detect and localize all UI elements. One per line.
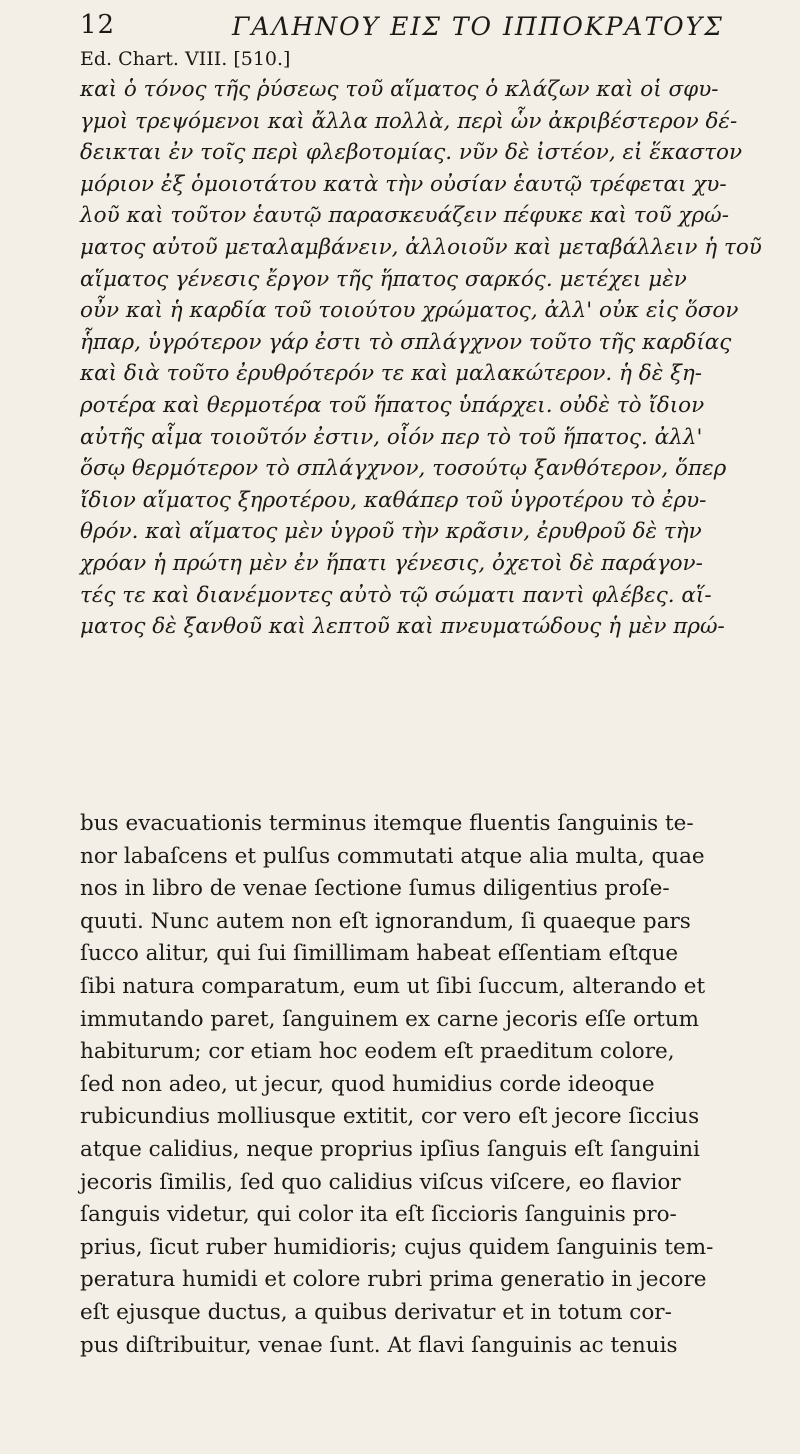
greek-line: τές τε καὶ διανέμοντες αὐτὸ τῷ σώματι παντὶ φλέβες. αἵ- — [80, 582, 712, 608]
greek-line: χρόαν ἡ πρώτη μὲν ἐν ἥπατι γένεσις, ὀχετοὶ δὲ παράγον- — [80, 550, 703, 576]
latin-line: atque calidius, neque proprius ipſius ſanguis eſt ſanguini — [80, 1136, 700, 1162]
page-header — [80, 8, 780, 52]
latin-line: ſucco alitur, qui ſui ſimillimam habeat eſſentiam eſtque — [80, 941, 679, 967]
latin-line: ſibi natura comparatum, eum ut ſibi ſuccum, alterando et — [80, 973, 706, 999]
latin-text-block — [80, 808, 770, 1362]
latin-line: pus diſtribuitur, venae ſunt. At flavi ſanguinis ac tenuis — [80, 1332, 678, 1358]
greek-line: ἴδιον αἵματος ξηροτέρου, καθάπερ τοῦ ὑγροτέρου τὸ ἐρυ- — [80, 487, 707, 513]
greek-line: ματος αὐτοῦ μεταλαμβάνειν, ἀλλοιοῦν καὶ μεταβάλλειν ἡ τοῦ — [80, 234, 762, 260]
running-title: ΓΑΛΗΝΟΥ ΕΙΣ ΤΟ ΙΠΠΟΚΡΑΤΟΥΣ — [232, 12, 724, 41]
edition-reference: Ed. Chart. VIII. [510.] — [80, 48, 291, 70]
greek-line: ματος δὲ ξανθοῦ καὶ λεπτοῦ καὶ πνευματώδους ἡ μὲν πρώ- — [80, 614, 725, 640]
latin-line: nos in libro de venae ſectione ſumus diligentius proſe- — [80, 876, 670, 902]
latin-line: nor labaſcens et pulſus commutati atque alia multa, quae — [80, 843, 705, 869]
latin-line: peratura humidi et colore rubri prima generatio in jecore — [80, 1267, 707, 1293]
greek-line: θρόν. καὶ αἵματος μὲν ὑγροῦ τὴν κρᾶσιν, ἐρυθροῦ δὲ τὴν — [80, 519, 702, 545]
latin-line: jecoris ſimilis, ſed quo calidius viſcus viſcere, eo flavior — [80, 1169, 681, 1195]
greek-line: καὶ ὁ τόνος τῆς ῥύσεως τοῦ αἵματος ὁ κλάζων καὶ οἱ σφυ- — [80, 77, 719, 102]
greek-line: ὅσῳ θερμότερον τὸ σπλάγχνον, τοσούτῳ ξανθότερον, ὅπερ — [80, 456, 727, 482]
latin-line: rubicundius molliusque extitit, cor vero eſt jecore ſiccius — [80, 1104, 700, 1130]
latin-line: ſanguis videtur, qui color ita eſt ſiccioris ſanguinis pro- — [80, 1202, 677, 1228]
greek-line: οὖν καὶ ἡ καρδία τοῦ τοιούτου χρώματος, ἀλλ' οὐκ εἰς ὅσον — [80, 298, 739, 324]
greek-line: δεικται ἐν τοῖς περὶ φλεβοτομίας. νῦν δὲ ἰστέον, εἰ ἕκαστον — [80, 140, 743, 166]
latin-line: eſt ejusque ductus, a quibus derivatur et in totum cor- — [80, 1299, 672, 1325]
greek-line: ροτέρα καὶ θερμοτέρα τοῦ ἥπατος ὑπάρχει. οὐδὲ τὸ ἴδιον — [80, 392, 705, 418]
greek-line: αὐτῆς αἷμα τοιοῦτόν ἐστιν, οἷόν περ τὸ τοῦ ἥπατος. ἀλλ' — [80, 424, 703, 450]
greek-line: μόριον ἐξ ὁμοιοτάτου κατὰ τὴν οὐσίαν ἑαυτῷ τρέφεται χυ- — [80, 171, 727, 197]
greek-line: καὶ διὰ τοῦτο ἐρυθρότερόν τε καὶ μαλακώτερον. ἡ δὲ ξη- — [80, 361, 703, 387]
greek-line: γμοὶ τρεψόμενοι καὶ ἄλλα πολλὰ, περὶ ὧν ἀκριβέστερον δέ- — [80, 108, 738, 134]
latin-line: bus evacuationis terminus itemque fluentis ſanguinis te- — [80, 811, 694, 836]
latin-line: ſed non adeo, ut jecur, quod humidius corde ideoque — [80, 1071, 655, 1097]
greek-text-block — [80, 74, 770, 643]
greek-line: λοῦ καὶ τοῦτον ἑαυτῷ παρασκευάζειν πέφυκε καὶ τοῦ χρώ- — [80, 203, 729, 229]
latin-line: prius, ſicut ruber humidioris; cujus quidem ſanguinis tem- — [80, 1234, 714, 1260]
latin-line: quuti. Nunc autem non eſt ignorandum, ſi quaeque pars — [80, 908, 691, 934]
greek-line: αἵματος γένεσις ἔργον τῆς ἥπατος σαρκός. μετέχει μὲν — [80, 266, 687, 292]
greek-line: ἧπαρ, ὑγρότερον γάρ ἐστι τὸ σπλάγχνον τοῦτο τῆς καρδίας — [80, 329, 732, 355]
page-number: 12 — [80, 10, 116, 40]
latin-line: habiturum; cor etiam hoc eodem eſt praeditum colore, — [80, 1039, 675, 1065]
latin-line: immutando paret, ſanguinem ex carne jecoris eſſe ortum — [80, 1006, 700, 1032]
